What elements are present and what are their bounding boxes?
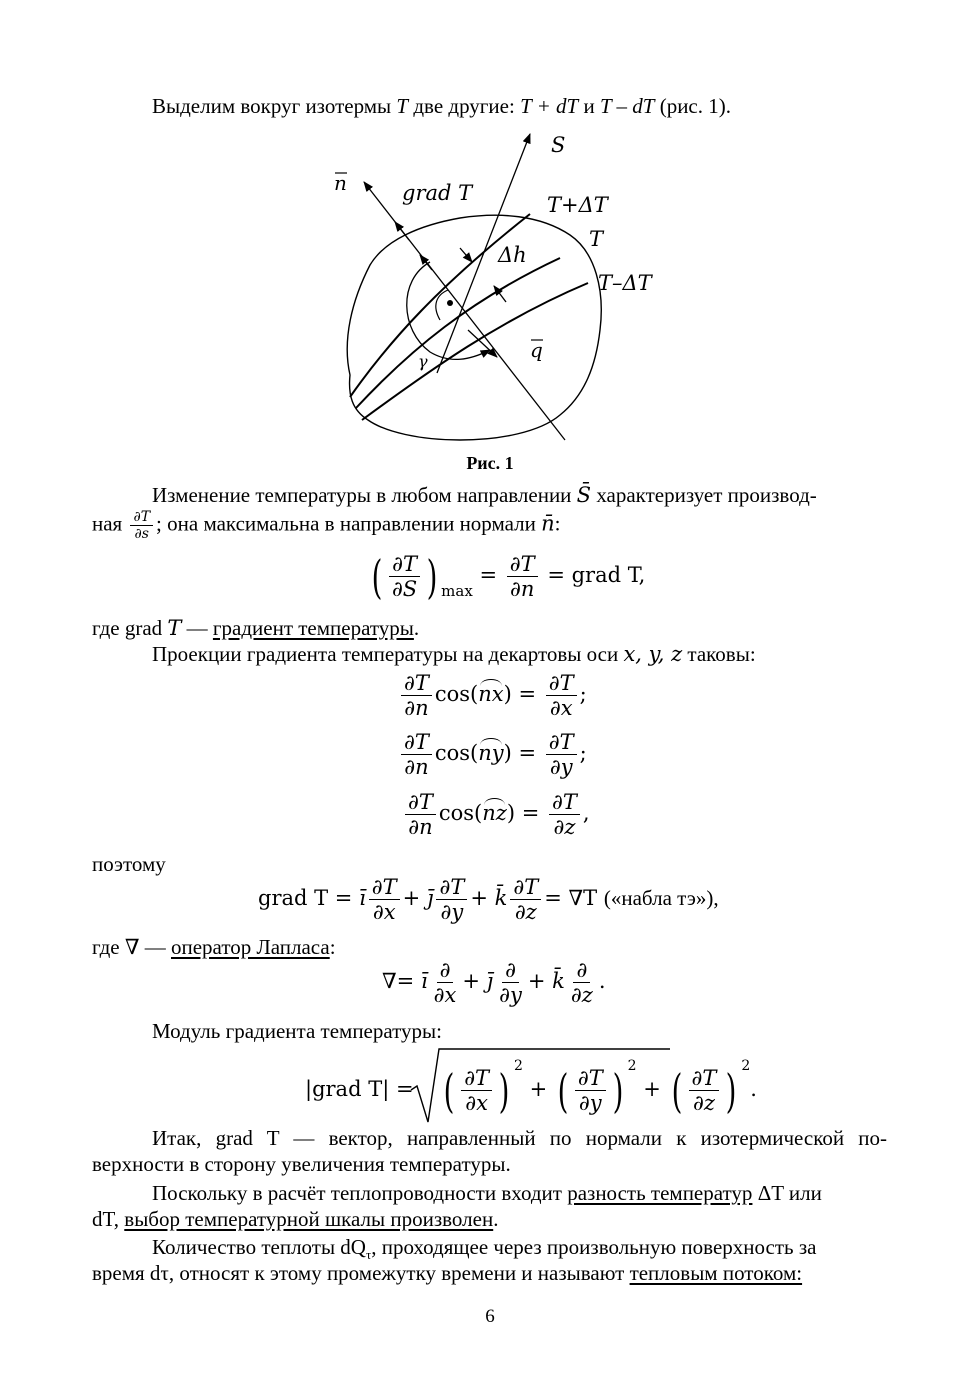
proj-z-end: , (582, 801, 590, 826)
projection-x: $\frac{\partial T}{\partial n}$ cos(nx) = $\frac{\partial T}{\partial x}$ ; (398, 671, 587, 720)
p2-var-t: T (167, 616, 182, 640)
p8-line1 (152, 1181, 822, 1206)
intro-text-d: (рис. 1). (654, 94, 731, 118)
p9-text-b: , проходящее через произвольную поверхность за (371, 1235, 817, 1259)
angle-nx: nx (478, 682, 504, 707)
isotherm-figure (320, 128, 680, 448)
proj-x-axis-den: x (560, 696, 573, 721)
proj-y-end: ; (579, 741, 587, 766)
intro-text-a: Выделим вокруг изотермы (152, 94, 397, 118)
p1-l2-text-b: ; она максимальна в направлении нормали (156, 511, 542, 536)
intro-expr-minus: T – dT (599, 94, 655, 118)
proj-z-axis: z (495, 801, 507, 826)
temperature-difference-term: разность температур (567, 1181, 753, 1205)
eq1-max-subscript: max (441, 582, 473, 601)
label-n: n (334, 171, 347, 195)
label-t: T (589, 227, 604, 251)
p1-text-rest: характеризует производ- (591, 483, 817, 507)
p9-line2 (92, 1261, 802, 1286)
isotherm-t-minus (362, 283, 588, 420)
intro-expr-plus: T + dT (520, 94, 579, 118)
p9-tau: τ (365, 1247, 372, 1263)
body-boundary (347, 215, 601, 440)
p3-line (152, 642, 756, 667)
intro-var-t: T (396, 94, 409, 118)
isotherm-t (356, 258, 560, 408)
eq1-rhs: = grad T, (547, 563, 646, 588)
label-s: S (551, 133, 566, 157)
angle-ny: ny (478, 741, 504, 766)
p9-line1 (152, 1235, 816, 1263)
equation-max-derivative: ( $\frac{\partial T}{\partial S}$ ) $_{max}$ = $\frac{\partial T}{\partial n}$ = grad T, (371, 549, 646, 604)
eq2-note: («набла тэ»), (603, 886, 719, 911)
proj-y-axis-den: y (560, 755, 573, 780)
p2-text-a: где grad (92, 616, 168, 640)
figure-caption: Рис. 1 (466, 453, 514, 473)
p8-text-b: ΔT или (752, 1181, 822, 1205)
p1-text: Изменение температуры в любом направлении (152, 483, 577, 507)
p1-var-n: n̄ (541, 511, 555, 536)
eq4-pow-x: 2 (514, 1058, 523, 1074)
p1-l2-text-c: : (554, 511, 561, 536)
eq4-pow-z: 2 (741, 1058, 751, 1074)
projection-y: $\frac{\partial T}{\partial n}$ cos(ny) = $\frac{\partial T}{\partial y}$ ; (398, 730, 587, 779)
label-q: q (530, 338, 543, 362)
p8-text-d: . (493, 1207, 499, 1231)
center-point (447, 300, 453, 306)
eq4-pow-y: 2 (627, 1058, 637, 1074)
proj-x-axis: x (491, 682, 504, 707)
scale-choice-term: выбор температурной шкалы произволен (124, 1207, 494, 1231)
projection-z: $\frac{\partial T}{\partial n}$ cos(nz) = $\frac{\partial T}{\partial z}$ , (402, 790, 590, 839)
p7-line2: верхности в сторону увеличения температуры. (92, 1152, 511, 1176)
label-t-minus: T–ΔT (598, 271, 652, 295)
p8-text-c: dT, (92, 1207, 125, 1231)
label-t-plus: T+ΔT (547, 193, 608, 217)
eq2-ivec: ī (359, 886, 366, 911)
eq2-kvec: k̄ (494, 886, 508, 911)
eq3-end: . (598, 969, 606, 994)
equation-nabla: ∇= ī $\frac{\partial}{\partial x}$ + j̄ $\frac{\partial}{\partial y}$ + k̄ $\frac{\partial}{\partial z}$ . (382, 958, 606, 1008)
heat-flux-term: тепловым потоком: (629, 1261, 803, 1285)
laplace-operator-term: оператор Лапласа (171, 935, 330, 959)
p9-text-c: время dτ, относят к этому промежутку времени и называют (92, 1261, 630, 1285)
label-gamma: γ (418, 352, 428, 371)
normal-line (364, 182, 565, 440)
eq4-lhs: |grad T| = (305, 1077, 421, 1101)
p1-line1 (152, 483, 817, 508)
intro-text-b: две другие: (408, 94, 521, 118)
p3-axes: x, y, z (623, 642, 683, 666)
p7-line1: Итак, grad T — вектор, направленный по нормали к изотермической по- (152, 1126, 887, 1150)
p1-var-s: S̄ (576, 483, 592, 507)
equation-grad-modulus: |grad T| = ( $\frac{\partial T}{\partial x}$ ) $^2$ + ( $\frac{\partial T}{\partial y}$ ) $^2$ + ( $\frac{\partial T}{\partial z}$ ) $^2$. (305, 1058, 757, 1118)
p5-text-a: где ∇ — (92, 935, 171, 959)
angle-nz: nz (482, 801, 507, 826)
dh-arrow-bottom (494, 286, 506, 302)
isotherm-t-plus (350, 214, 530, 397)
p1-line2 (92, 509, 561, 542)
intro-text-c: и (578, 94, 600, 118)
equation-gradient: grad T = ī $\frac{\partial T}{\partial x}$ + j̄ $\frac{\partial T}{\partial y}$ + k̄ $\frac{\partial T}{\partial z}$ = ∇T («набла тэ»), (258, 875, 719, 925)
intro-line (152, 94, 731, 119)
label-dh: Δh (498, 243, 527, 267)
page-number: 6 (485, 1306, 495, 1327)
proj-y-axis: y (491, 741, 504, 766)
p4-line: поэтому (92, 852, 166, 876)
p2-text-c: . (413, 616, 420, 640)
p8-line2 (92, 1207, 498, 1232)
dh-arrow-top (460, 248, 472, 262)
fraction-dt-ds: $\frac{\partial T}{\partial s}$ (130, 509, 153, 542)
p3-text-a: Проекции градиента температуры на декартовы оси (152, 642, 624, 666)
eq2-jvec: j̄ (426, 886, 434, 911)
p5-text-b: : (329, 935, 336, 959)
p6-line: Модуль градиента температуры: (152, 1019, 443, 1043)
p8-text-a: Поскольку в расчёт теплопроводности входит (152, 1181, 568, 1205)
proj-z-axis-den: z (564, 815, 576, 840)
p3-text-b: таковы: (682, 642, 756, 666)
gradient-term: градиент температуры (212, 616, 414, 640)
p2-line (92, 616, 419, 641)
proj-x-end: ; (579, 682, 587, 707)
fraction-dt-dn: $\frac{\partial T}{\partial n}$ (507, 552, 538, 601)
p9-text-a: Количество теплоты dQ (152, 1235, 366, 1259)
eq2-rhs: = ∇T (544, 886, 598, 911)
p5-line (92, 935, 336, 960)
eq2-lhs: grad T = (258, 886, 360, 911)
p2-text-b: — (181, 616, 213, 640)
label-grad: grad T (402, 181, 473, 205)
p1-l2-text-a: ная (92, 511, 128, 536)
eq4-end: . (750, 1077, 757, 1101)
fraction-dt-dS: $\frac{\partial T}{\partial S}$ (389, 552, 420, 601)
eq3-lhs: ∇= (382, 969, 421, 994)
